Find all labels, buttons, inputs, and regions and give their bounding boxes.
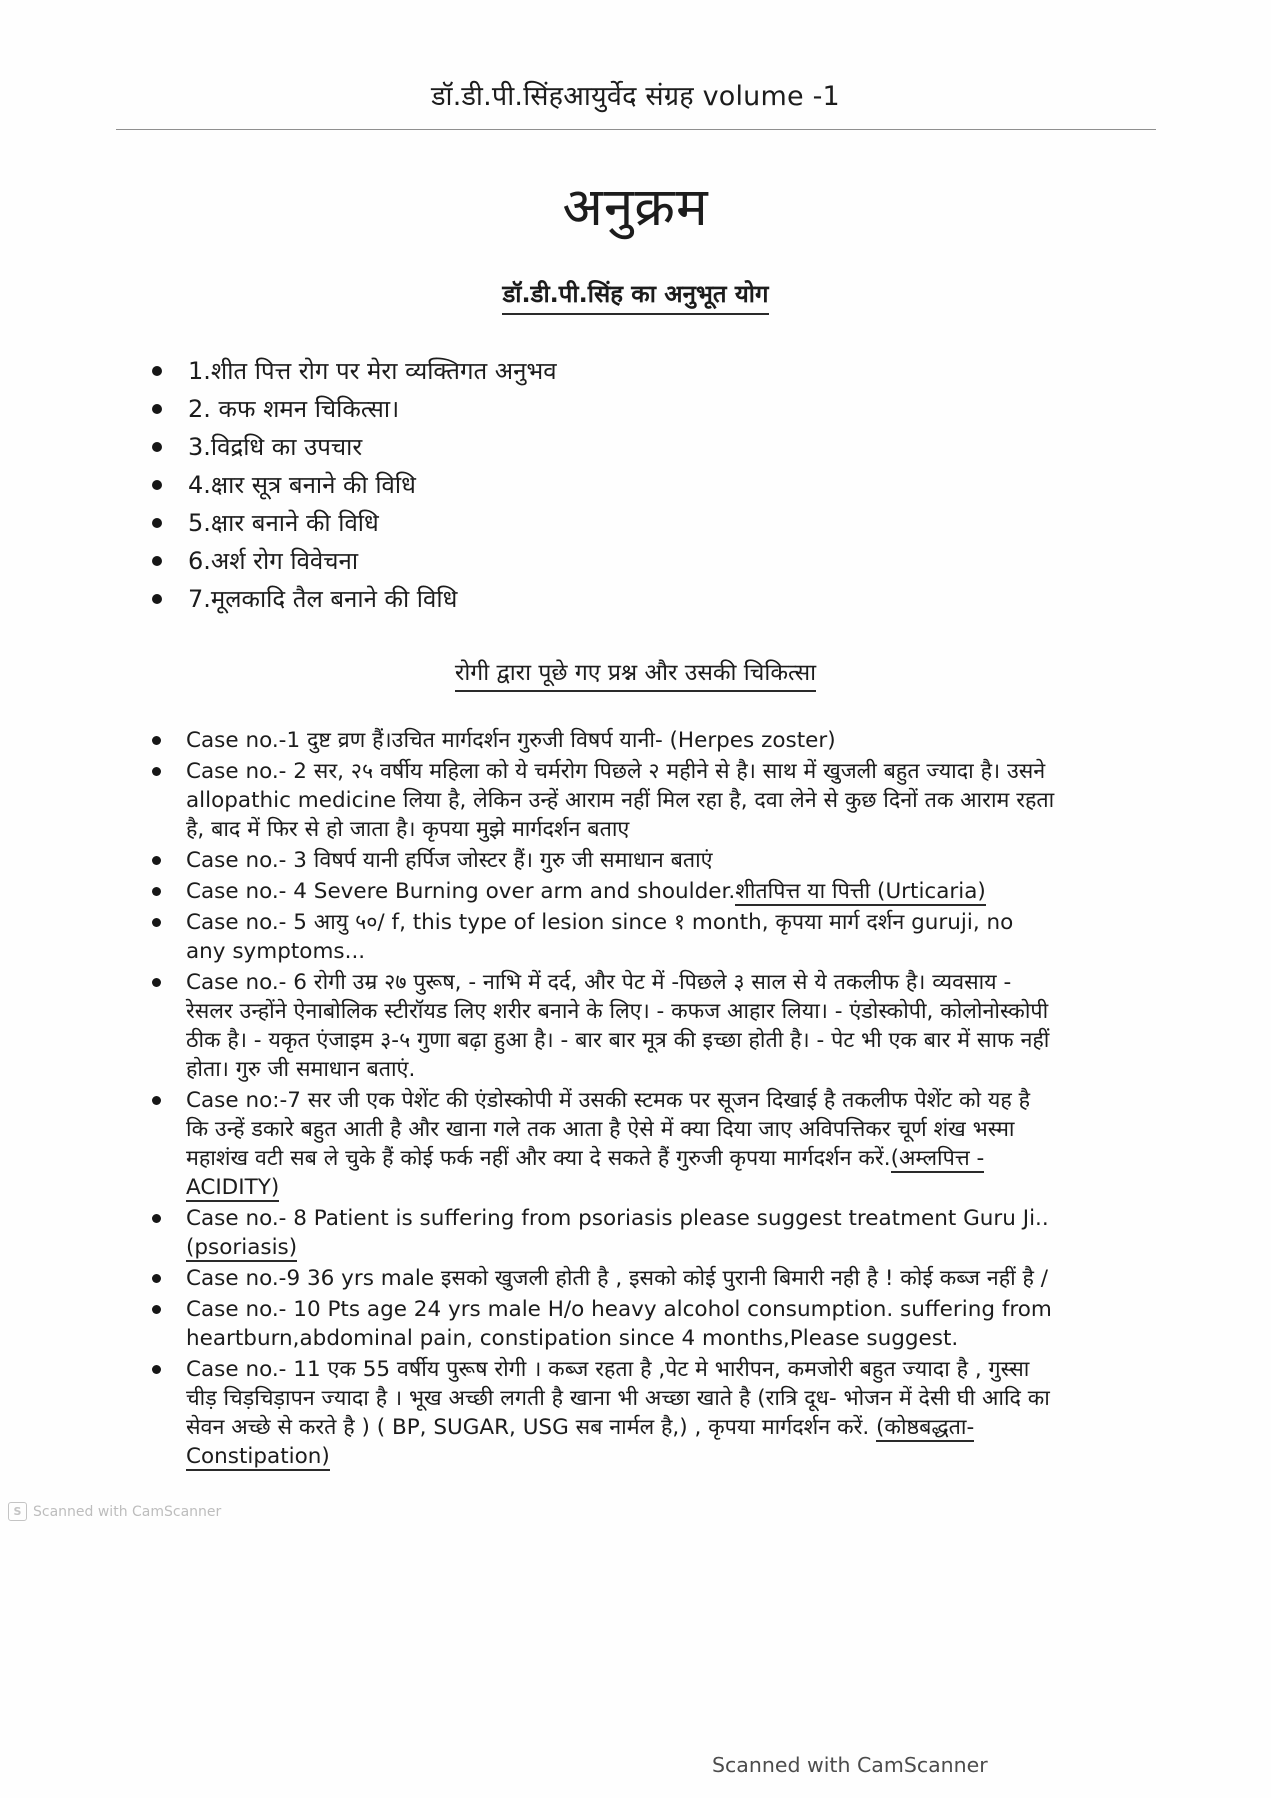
case-item xyxy=(152,1204,1057,1262)
case-item xyxy=(152,1086,1057,1202)
case-text: Case no.-1 दुष्ट व्रण हैं।उचित मार्गदर्शन गुरुजी विषर्प यानी- (Herpes zoster) xyxy=(186,727,836,753)
toc-list xyxy=(0,357,1271,613)
section-heading xyxy=(0,655,1271,692)
camscanner-icon: S xyxy=(8,1502,27,1521)
subtitle-text: डॉ.डी.पी.सिंह का अनुभूत योग xyxy=(502,277,768,315)
case-item xyxy=(152,1264,1057,1293)
toc-item: 7.मूलकादि तैल बनाने की विधि xyxy=(152,585,1271,613)
case-item xyxy=(152,877,1057,906)
toc-item: 4.क्षार सूत्र बनाने की विधि xyxy=(152,471,1271,499)
section-heading-text: रोगी द्वारा पूछे गए प्रश्न और उसकी चिकित्सा xyxy=(455,655,816,692)
case-text: Case no.- 10 Pts age 24 yrs male H/o heavy alcohol consumption. suffering from heartburn,abdominal pain, constipation since 4 months,Please suggest. xyxy=(186,1296,1052,1351)
toc-item: 2. कफ शमन चिकित्सा। xyxy=(152,395,1271,423)
subtitle xyxy=(0,277,1271,315)
camscanner-watermark-left-label: Scanned with CamScanner xyxy=(33,1503,222,1520)
case-text: Case no.- 6 रोगी उम्र २७ पुरूष, - नाभि में दर्द, और पेट में -पिछले ३ साल से ये तकलीफ है। व्यवसाय - रेसलर उन्होंने ऐनाबोलिक स्टीरॉयड लिए शरीर बनाने के लिए। - कफज आहार लिया। - एंडोस्कोपी, कोलोनोस्कोपी ठीक है। - यकृत एंजाइम ३-५ गुणा बढ़ा हुआ है। - बार बार मूत्र की इच्छा होती है। - पेट भी एक बार में साफ नहीं होता। गुरु जी समाधान बताएं. xyxy=(186,969,1050,1082)
toc-item: 3.विद्रधि का उपचार xyxy=(152,433,1271,461)
case-text: Case no.- 8 Patient is suffering from psoriasis please suggest treatment Guru Ji.. xyxy=(186,1205,1049,1231)
case-text: Case no.- 11 एक 55 वर्षीय पुरूष रोगी । कब्ज रहता है ,पेट मे भारीपन, कमजोरी बहुत ज्यादा है , गुस्सा चीड़ चिड़चिड़ापन ज्यादा है । भूख अच्छी लगती है खाना भी अच्छा खाते है (रात्रि दूध- भोजन में देसी घी आदि का सेवन अच्छे से करते है ) ( BP, SUGAR, USG सब नार्मल है,) , कृपया मार्गदर्शन करें. xyxy=(186,1356,1050,1440)
case-item xyxy=(152,1355,1057,1471)
case-item xyxy=(152,726,1057,755)
case-text: Case no.- 3 विषर्प यानी हर्पिज जोस्टर हैं। गुरु जी समाधान बताएं xyxy=(186,847,713,873)
toc-item: 5.क्षार बनाने की विधि xyxy=(152,509,1271,537)
case-text: Case no.- 4 Severe Burning over arm and shoulder. xyxy=(186,878,736,904)
camscanner-watermark-left xyxy=(8,1502,221,1521)
case-item xyxy=(152,1295,1057,1353)
page-title: अनुक्रम xyxy=(562,177,709,238)
case-item xyxy=(152,757,1057,844)
case-diagnosis-underlined: (कोष्ठबद्धता-Constipation) xyxy=(186,1414,975,1469)
case-diagnosis-underlined: शीतपित्त या पित्ती (Urticaria) xyxy=(735,878,986,904)
case-text: Case no:-7 सर जी एक पेशेंट की एंडोस्कोपी में उसकी स्टमक पर सूजन दिखाई है तकलीफ पेशेंट को यह है कि उन्हें डकारे बहुत आती है और खाना गले तक आता है ऐसे में क्या दिया जाए अविपत्तिकर चूर्ण शंख भस्मा महाशंख वटी सब ले चुके हैं कोई फर्क नहीं और क्या दे सकते हैं गुरुजी कृपया मार्गदर्शन करें. xyxy=(186,1087,1031,1171)
camscanner-watermark-right: Scanned with CamScanner xyxy=(712,1753,988,1777)
case-text: Case no.- 5 आयु ५०/ f, this type of lesion since १ month, कृपया मार्ग दर्शन guruji, no any symptoms... xyxy=(186,909,1014,964)
header-divider xyxy=(116,129,1156,130)
toc-item: 6.अर्श रोग विवेचना xyxy=(152,547,1271,575)
toc-item: 1.शीत पित्त रोग पर मेरा व्यक्तिगत अनुभव xyxy=(152,357,1271,385)
case-list xyxy=(0,726,1057,1471)
book-header-title: डॉ.डी.पी.सिंहआयुर्वेद संग्रह volume -1 xyxy=(431,81,840,112)
case-diagnosis-underlined: (अम्लपित्त -ACIDITY) xyxy=(186,1145,985,1200)
case-text: Case no.- 2 सर, २५ वर्षीय महिला को ये चर्मरोग पिछले २ महीने से है। साथ में खुजली बहुत ज्यादा है। उसने allopathic medicine लिया है, लेकिन उन्हें आराम नहीं मिल रहा है, दवा लेने से कुछ दिनों तक आराम रहता है, बाद में फिर से हो जाता है। कृपया मुझे मार्गदर्शन बताए xyxy=(186,758,1055,842)
case-item xyxy=(152,968,1057,1084)
case-item xyxy=(152,908,1057,966)
case-diagnosis-underlined: (psoriasis) xyxy=(186,1234,298,1260)
case-text: Case no.-9 36 yrs male इसको खुजली होती है , इसको कोई पुरानी बिमारी नही है ! कोई कब्ज नहीं है / xyxy=(186,1265,1049,1291)
case-item xyxy=(152,846,1057,875)
